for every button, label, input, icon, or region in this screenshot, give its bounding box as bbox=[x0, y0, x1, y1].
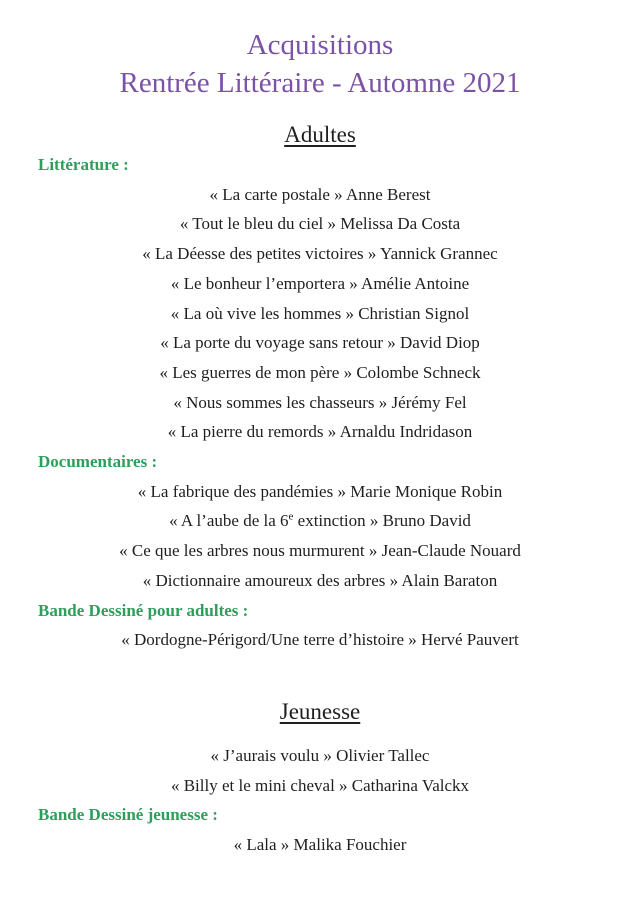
book-item: « La Déesse des petites victoires » Yannick Grannec bbox=[142, 244, 498, 264]
category-label-bd-adultes: Bande Dessiné pour adultes : bbox=[38, 600, 249, 620]
book-item bbox=[0, 506, 640, 536]
book-item: « Ce que les arbres nous murmurent » Jean-Claude Nouard bbox=[119, 541, 521, 561]
category-group-bd-jeunesse bbox=[0, 800, 640, 859]
category-label-bd-jeunesse: Bande Dessiné jeunesse : bbox=[38, 805, 218, 825]
book-item: « J’aurais voulu » Olivier Tallec bbox=[210, 745, 430, 765]
category-group-litterature bbox=[0, 150, 640, 447]
book-item: « Nous sommes les chasseurs » Jérémy Fel bbox=[173, 392, 467, 412]
category-group-documentaires bbox=[0, 447, 640, 596]
section-heading-adultes: Adultes bbox=[284, 122, 356, 147]
section-jeunesse bbox=[0, 697, 640, 860]
book-item-text-pre: « A l’aube de la 6 bbox=[169, 511, 289, 531]
book-item: « Dordogne-Périgord/Une terre d’histoire » Hervé Pauvert bbox=[121, 630, 519, 650]
section-adultes bbox=[0, 120, 640, 655]
book-item: « Le bonheur l’emportera » Amélie Antoine bbox=[170, 273, 470, 293]
book-item: « Tout le bleu du ciel » Melissa Da Costa bbox=[179, 214, 461, 234]
superscript-e: e bbox=[288, 510, 294, 523]
book-item: « La où vive les hommes » Christian Signol bbox=[170, 303, 470, 323]
book-item: « La carte postale » Anne Berest bbox=[209, 184, 431, 204]
category-group-bd-adultes bbox=[0, 596, 640, 655]
category-label-litterature: Littérature : bbox=[38, 155, 129, 174]
document-title-line-1: Acquisitions bbox=[246, 29, 394, 61]
book-item: « Les guerres de mon père » Colombe Schneck bbox=[159, 362, 481, 382]
book-item: « La fabrique des pandémies » Marie Monique Robin bbox=[137, 481, 503, 501]
document-title bbox=[0, 26, 640, 102]
book-item: « Dictionnaire amoureux des arbres » Alain Baraton bbox=[142, 570, 498, 590]
book-item: « La pierre du remords » Arnaldu Indridason bbox=[167, 422, 473, 442]
book-item: « Billy et le mini cheval » Catharina Valckx bbox=[170, 775, 470, 795]
document-title-line-2: Rentrée Littéraire - Automne 2021 bbox=[119, 67, 521, 99]
book-item-text-post: extinction » Bruno David bbox=[293, 511, 471, 531]
book-item: « Lala » Malika Fouchier bbox=[233, 835, 407, 855]
category-label-documentaires: Documentaires : bbox=[38, 452, 158, 472]
book-item: « La porte du voyage sans retour » David Diop bbox=[160, 333, 480, 353]
section-heading-jeunesse: Jeunesse bbox=[279, 698, 361, 724]
category-group-jeunesse-books bbox=[0, 741, 640, 800]
